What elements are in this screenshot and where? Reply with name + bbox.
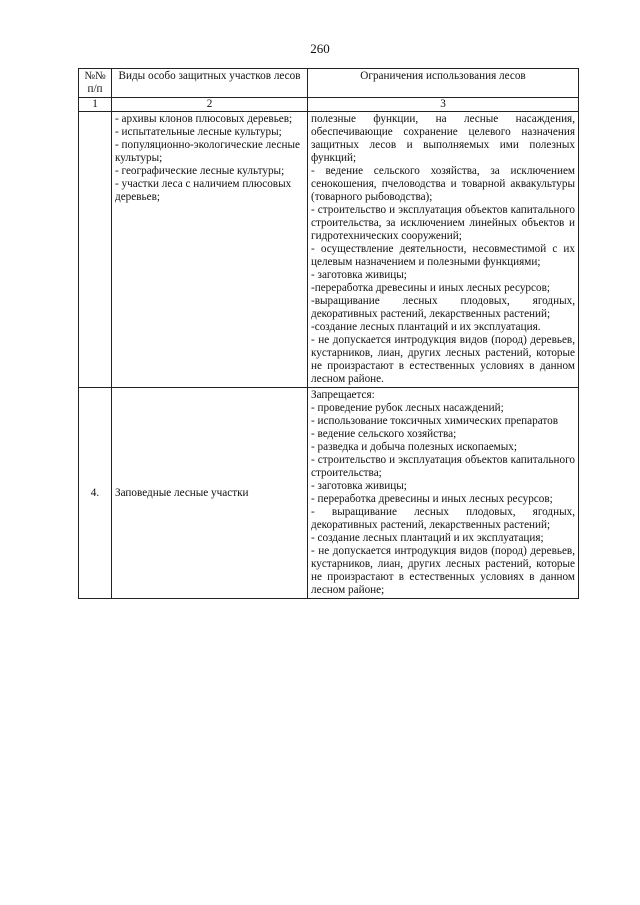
header-number: №№ п/п (79, 69, 112, 98)
restriction-item: - строительство и эксплуатация объектов капитального строительства; (311, 454, 575, 479)
row-number (79, 112, 112, 388)
restriction-item: - не допускается интродукция видов (пород) деревьев, кустарников, лиан, других лесных растений, которые не произрастают в естественных условиях в данном лесном районе; (311, 545, 575, 596)
type-item: - участки леса с наличием плюсовых деревьев; (115, 178, 292, 203)
column-number: 1 (79, 98, 112, 112)
table-row (79, 388, 579, 599)
row-types (112, 388, 308, 599)
restriction-item: - заготовка живицы; (311, 269, 407, 281)
restriction-item: - ведение сельского хозяйства; (311, 428, 457, 440)
row-restrictions (308, 388, 579, 599)
restriction-item: - использование токсичных химических препаратов (311, 415, 559, 427)
page-number: 260 (310, 41, 330, 56)
type-item: - популяционно-экологические лесные культуры; (115, 139, 300, 164)
row-number: 4. (79, 388, 112, 599)
restriction-item: полезные функции, на лесные насаждения, обеспечивающие сохранение целевого назначения защитных лесов и выполняемых ими полезных функций; (311, 113, 575, 164)
restriction-item: - не допускается интродукция видов (пород) деревьев, кустарников, лиан, других лесных растений, которые не произрастают в естественных условиях в данном лесном районе. (311, 334, 575, 385)
restriction-item: - выращивание лесных плодовых, ягодных, декоративных растений, лекарственных растений; (311, 506, 575, 531)
restriction-item: - осуществление деятельности, несовместимой с их целевым назначением и полезными функциями; (311, 243, 575, 268)
restriction-item: -переработка древесины и иных лесных ресурсов; (311, 282, 550, 294)
restrictions-table (78, 68, 579, 599)
table-header-row (79, 69, 579, 98)
row-types (112, 112, 308, 388)
restriction-item: -выращивание лесных плодовых, ягодных, декоративных растений, лекарственных растений; (311, 295, 575, 320)
column-number: 3 (308, 98, 579, 112)
restriction-item: - ведение сельского хозяйства, за исключением сенокошения, пчеловодства и товарной аквакультуры (товарного рыбоводства); (311, 165, 575, 203)
column-number-row (79, 98, 579, 112)
header-types: Виды особо защитных участков лесов (112, 69, 308, 98)
restriction-item: Запрещается: (311, 389, 375, 401)
type-item: Заповедные лесные участки (115, 486, 249, 499)
restriction-item: - переработка древесины и иных лесных ресурсов; (311, 493, 553, 505)
restriction-item: - строительство и эксплуатация объектов капитального строительства, за исключением линейных объектов и гидротехнических сооружений; (311, 204, 575, 242)
type-item: - испытательные лесные культуры; (115, 126, 282, 138)
restriction-item: - создание лесных плантаций и их эксплуатация; (311, 532, 544, 544)
restriction-item: - разведка и добыча полезных ископаемых; (311, 441, 517, 453)
restriction-item: - заготовка живицы; (311, 480, 407, 492)
type-item: - архивы клонов плюсовых деревьев; (115, 113, 293, 125)
header-restrictions: Ограничения использования лесов (308, 69, 579, 98)
type-item: - географические лесные культуры; (115, 165, 285, 177)
column-number: 2 (112, 98, 308, 112)
row-restrictions (308, 112, 579, 388)
table-row (79, 112, 579, 388)
restriction-item: -создание лесных плантаций и их эксплуатация. (311, 321, 541, 333)
restriction-item: - проведение рубок лесных насаждений; (311, 402, 504, 414)
